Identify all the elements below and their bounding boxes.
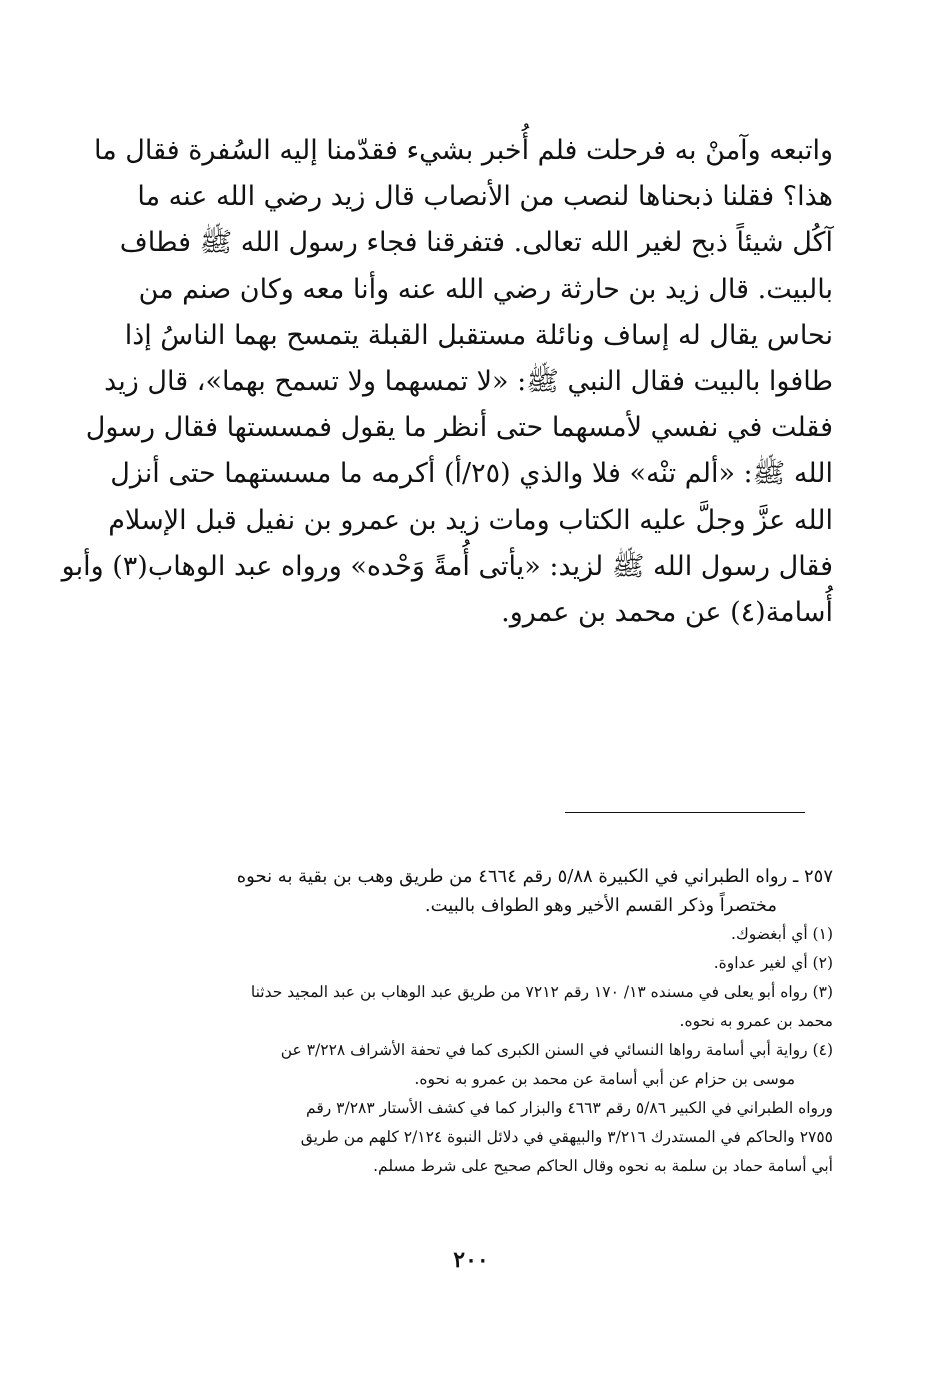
footnote-line: مختصراً وذكر القسم الأخير وهو الطواف بالبيت. [424,895,777,916]
footnote-line: ٢٥٧ ـ رواه الطبراني في الكبيرة ٥/٨٨ رقم ٤٦٦٤ من طريق وهب بن بقية به نحوه [236,866,833,887]
footnote-line: (٢) أي لغير عداوة. [713,954,833,972]
footnote-line: ورواه الطبراني في الكبير ٥/٨٦ رقم ٤٦٦٣ والبزار كما في كشف الأستار ٣/٢٨٣ رقم [306,1099,833,1117]
text-line: آكُل شيئاً ذبح لغير الله تعالى. فتفرقنا فجاء رسول الله ﷺ فطاف [119,227,833,259]
text-line: الله ﷺ: «ألم تنْه» فلا والذي (٢٥/أ) أكرمه ما مسستهما حتى أنزل [110,458,833,490]
text-line: هذا؟ فقلنا ذبحناها لنصب من الأنصاب قال زيد رضي الله عنه ما [137,181,833,213]
footnote-line: محمد بن عمرو به نحوه. [679,1012,833,1030]
footnote-line: (٤) رواية أبي أسامة رواها النسائي في السنن الكبرى كما في تحفة الأشراف ٣/٢٢٨ عن [280,1041,833,1059]
footnote-line: (١) أي أبغضوك. [731,925,833,943]
footnote-line: أبي أسامة حماد بن سلمة به نحوه وقال الحاكم صحيح على شرط مسلم. [373,1157,833,1175]
text-line: طافوا بالبيت فقال النبي ﷺ: «لا تمسهما ولا تسمح بهما»، قال زيد [104,366,833,398]
text-line: الله عزَّ وجلَّ عليه الكتاب ومات زيد بن عمرو بن نفيل قبل الإسلام [108,504,833,536]
text-line: واتبعه وآمنْ به فرحلت فلم أُخبر بشيء فقدّمنا إليه السُفرة فقال ما [94,135,833,166]
text-line: أُسامة(٤) عن محمد بن عمرو. [501,597,833,629]
text-line: نحاس يقال له إساف ونائلة مستقبل القبلة يتمسح بهما الناسُ إذا [124,319,833,351]
footnote-line: ٢٧٥٥ والحاكم في المستدرك ٣/٢١٦ والبيهقي في دلائل النبوة ٢/١٢٤ كلهم من طريق [300,1128,833,1146]
footnote-separator [565,812,805,813]
text-line: فقال رسول الله ﷺ لزيد: «يأتى أُمةً وَحْده» ورواه عبد الوهاب(٣) وأبو [61,550,833,582]
footnote-line: (٣) رواه أبو يعلى في مسنده ١٣/ ١٧٠ رقم ٧٢١٢ من طريق عبد الوهاب بن عبد المجيد حدثنا [250,983,833,1001]
text-line: فقلت في نفسي لأمسهما حتى أنظر ما يقول فمسستها فقال رسول [85,412,833,444]
main-text-block [61,128,833,636]
footnote-line: موسى بن حزام عن أبي أسامة عن محمد بن عمرو به نحوه. [414,1070,795,1088]
footnotes-block [128,862,833,1181]
text-line: بالبيت. قال زيد بن حارثة رضي الله عنه وأنا معه وكان صنم من [138,273,833,305]
page-number: ٢٠٠ [453,1247,489,1273]
